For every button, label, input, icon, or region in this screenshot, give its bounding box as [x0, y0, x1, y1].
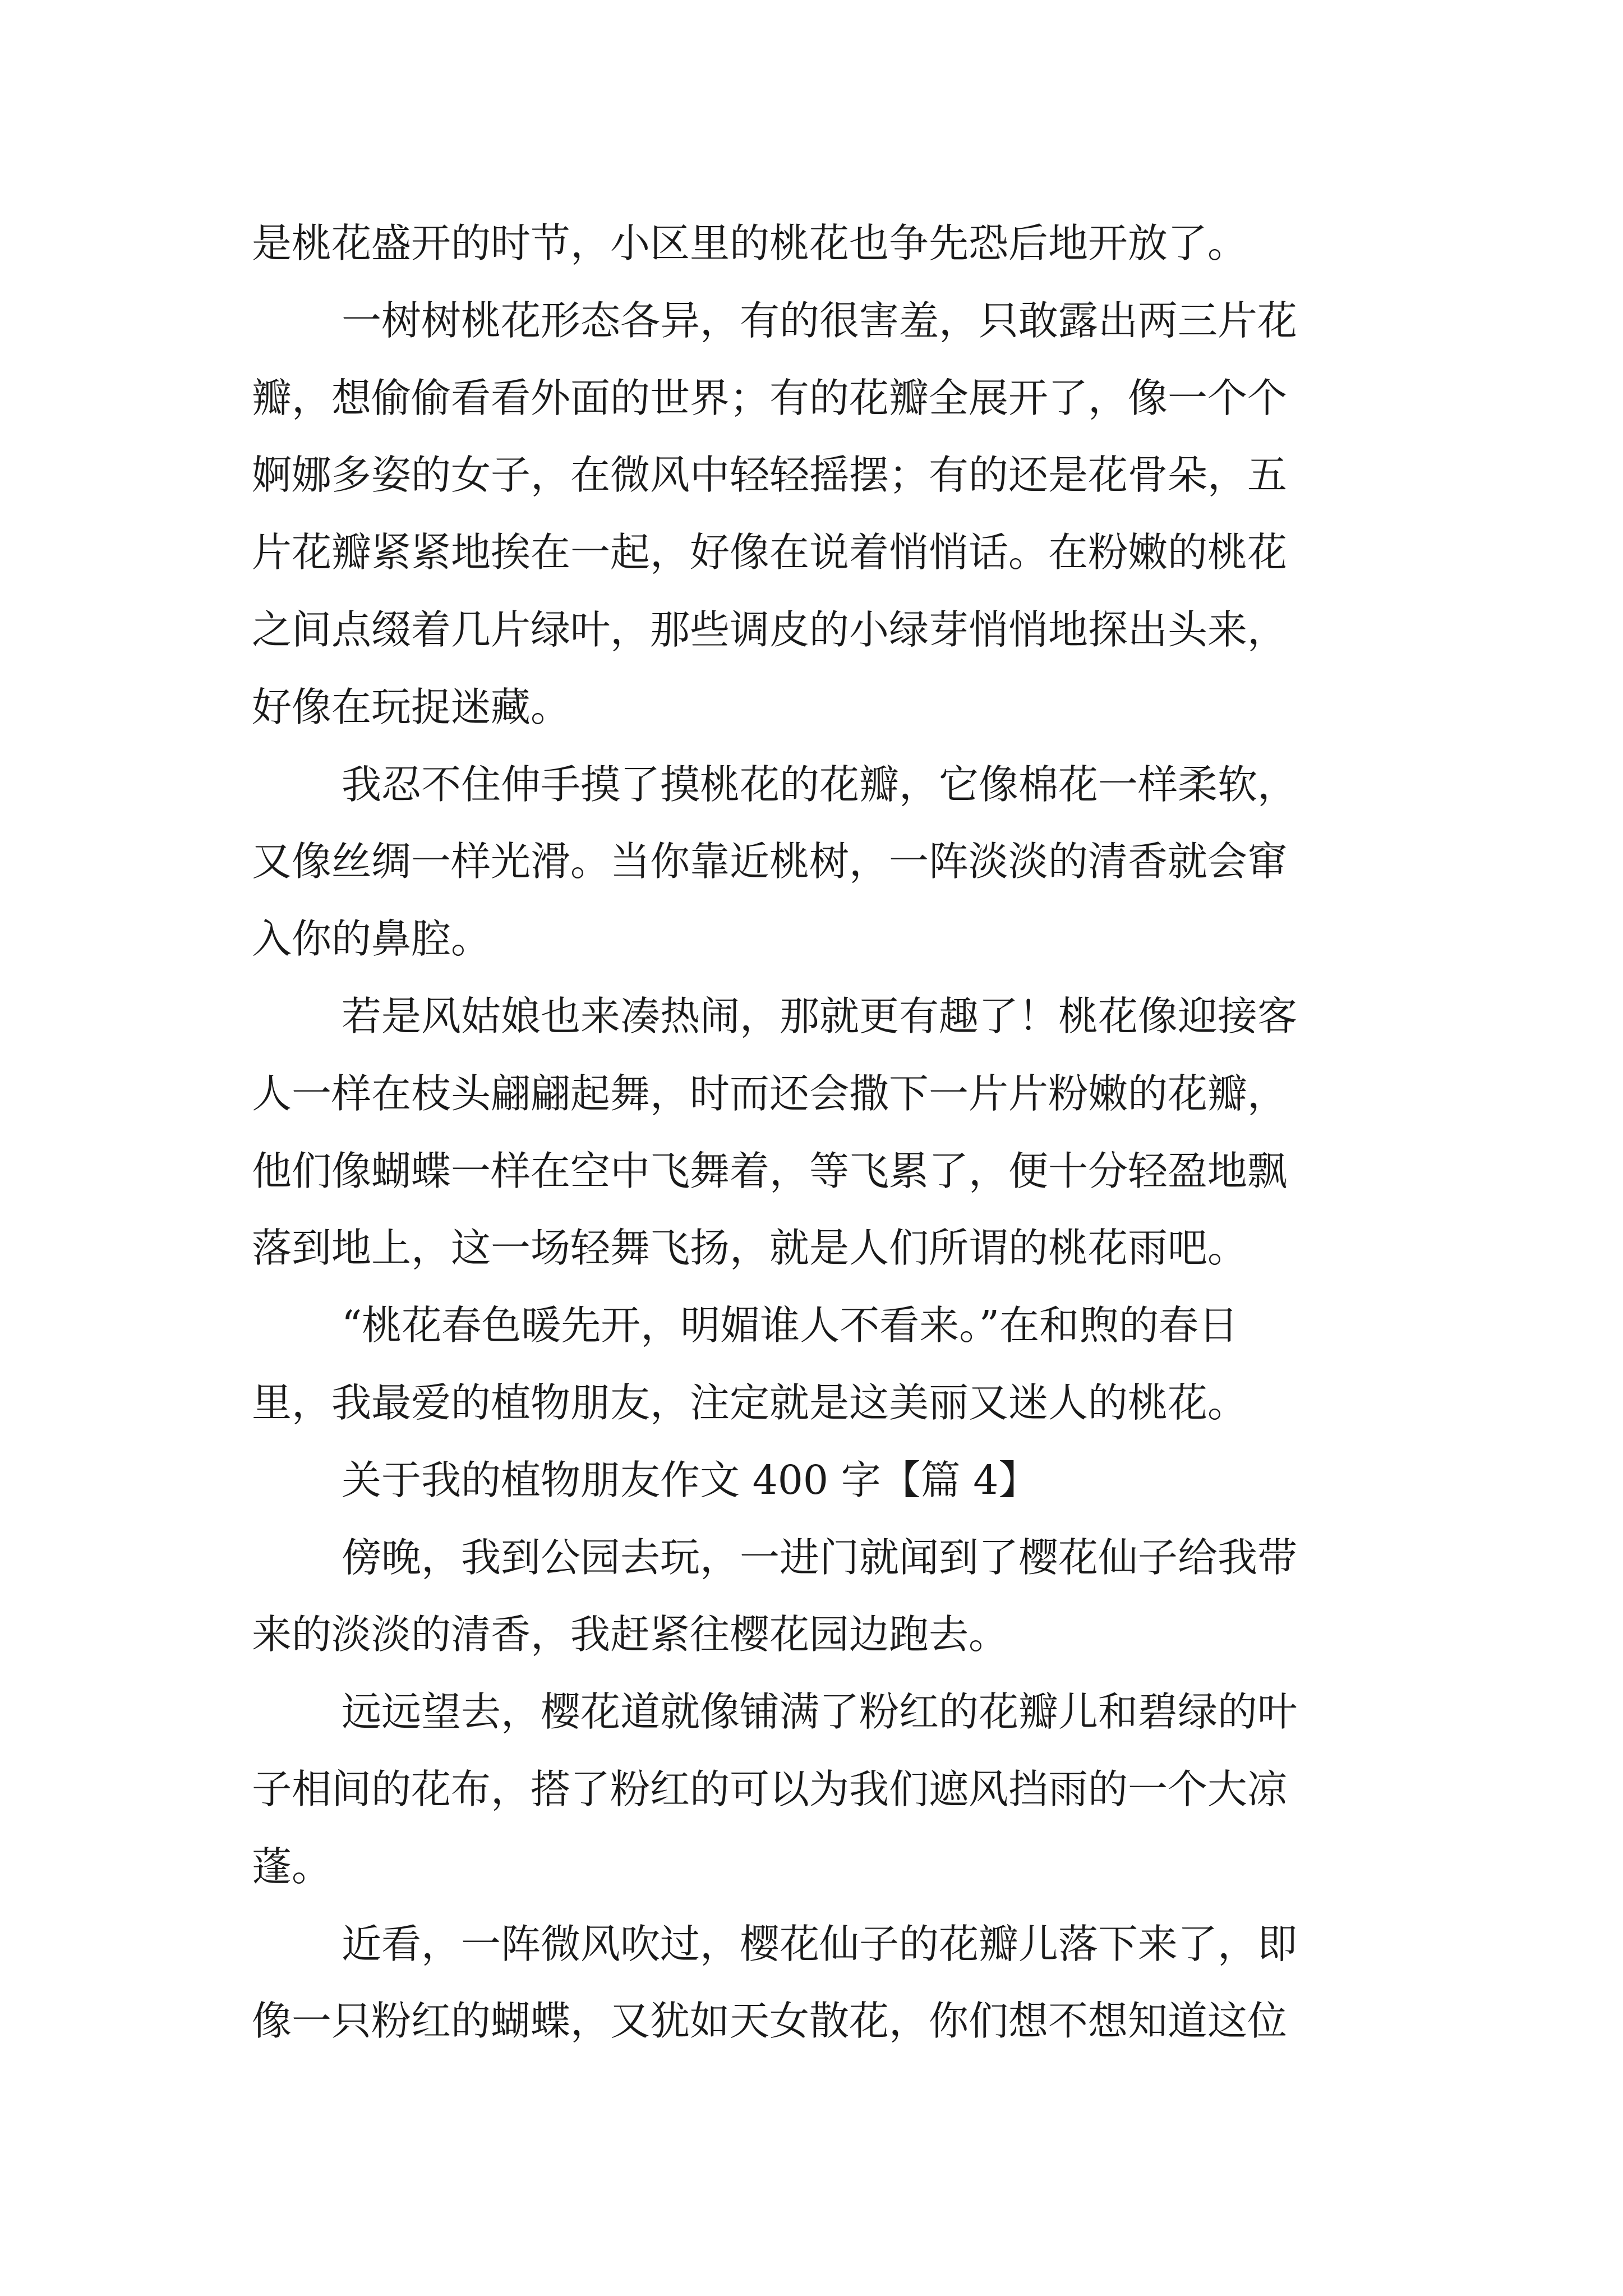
text-line: 近看，一阵微风吹过，樱花仙子的花瓣儿落下来了，即 [342, 1920, 1298, 1967]
text-line: 里，我最爱的植物朋友，注定就是这美丽又迷人的桃花。 [252, 1379, 1248, 1426]
text-line: 人一样在枝头翩翩起舞，时而还会撒下一片片粉嫩的花瓣， [252, 1070, 1288, 1117]
text-line: 傍晚，我到公园去玩，一进门就闻到了樱花仙子给我带 [342, 1534, 1298, 1581]
text-line: 子相间的花布，搭了粉红的可以为我们遮风挡雨的一个大凉 [252, 1765, 1288, 1812]
text-line: 来的淡淡的清香，我赶紧往樱花园边跑去。 [252, 1611, 1009, 1658]
text-line: 他们像蝴蝶一样在空中飞舞着，等飞累了，便十分轻盈地飘 [252, 1147, 1288, 1194]
text-line: 瓣，想偷偷看看外面的世界；有的花瓣全展开了，像一个个 [252, 374, 1288, 421]
body-text [252, 205, 1375, 2060]
text-line: 若是风姑娘也来凑热闹，那就更有趣了！桃花像迎接客 [342, 992, 1298, 1039]
text-line: 一树树桃花形态各异，有的很害羞，只敢露出两三片花 [342, 297, 1298, 344]
text-line: 入你的鼻腔。 [252, 915, 491, 963]
text-line: 婀娜多姿的女子，在微风中轻轻摇摆；有的还是花骨朵，五 [252, 452, 1288, 499]
text-line: 好像在玩捉迷藏。 [252, 683, 571, 730]
text-line: 远远望去，樱花道就像铺满了粉红的花瓣儿和碧绿的叶 [342, 1688, 1298, 1736]
text-line: 蓬。 [252, 1843, 332, 1890]
text-line: 像一只粉红的蝴蝶，又犹如天女散花，你们想不想知道这位 [252, 1998, 1288, 2045]
text-line: “桃花春色暖先开，明媚谁人不看来。”在和煦的春日 [342, 1302, 1239, 1349]
text-line: 之间点缀着几片绿叶，那些调皮的小绿芽悄悄地探出头来， [252, 606, 1288, 653]
section-heading: 关于我的植物朋友作文 400 字【篇 4】 [342, 1456, 1039, 1503]
text-line: 是桃花盛开的时节，小区里的桃花也争先恐后地开放了。 [252, 220, 1248, 266]
text-line: 我忍不住伸手摸了摸桃花的花瓣，它像棉花一样柔软， [342, 761, 1298, 808]
text-line: 片花瓣紧紧地挨在一起，好像在说着悄悄话。在粉嫩的桃花 [252, 529, 1288, 576]
text-line: 又像丝绸一样光滑。当你靠近桃树，一阵淡淡的清香就会窜 [252, 838, 1288, 885]
text-line: 落到地上，这一场轻舞飞扬，就是人们所谓的桃花雨吧。 [252, 1225, 1248, 1272]
